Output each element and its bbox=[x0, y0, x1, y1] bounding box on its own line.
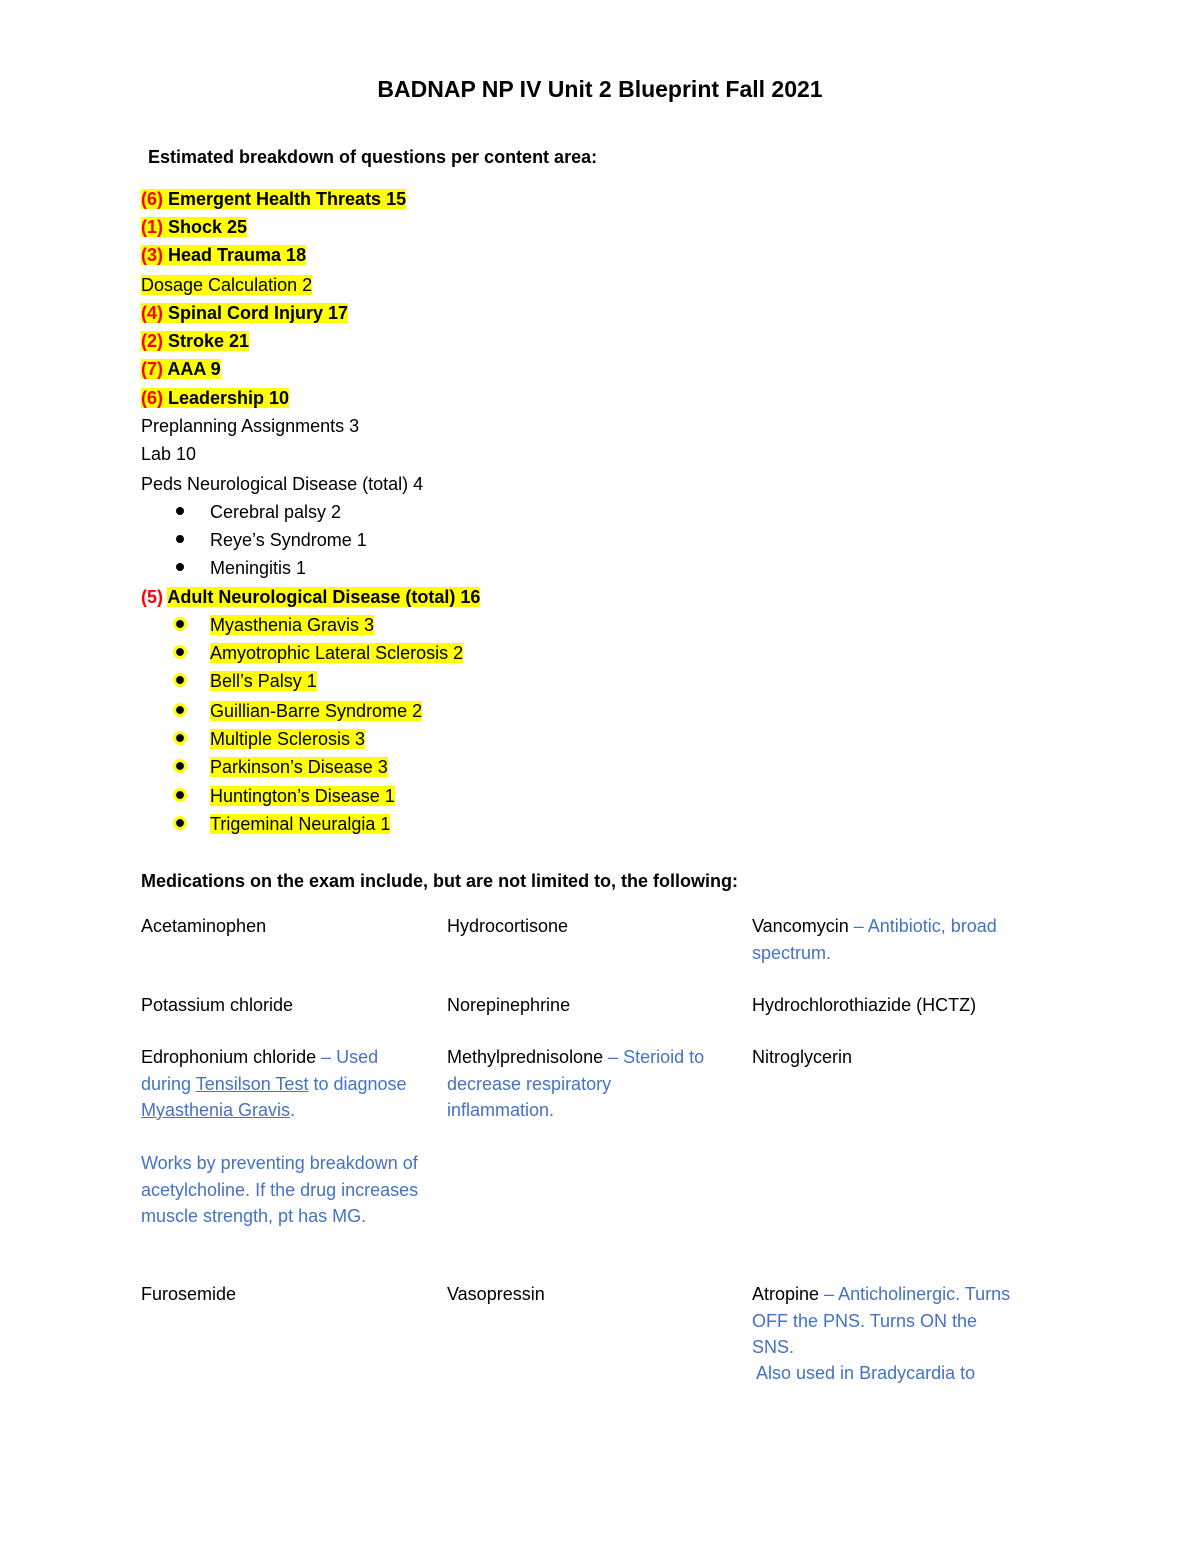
bullet-icon bbox=[176, 563, 184, 571]
content-area-item: (4) Spinal Cord Injury 17 bbox=[141, 303, 349, 323]
tensilon-test-link[interactable]: Tensilson Test bbox=[195, 1073, 309, 1094]
med-vancomycin: Vancomycin – Antibiotic, broad spectrum. bbox=[752, 916, 997, 963]
peds-list-item: Reye’s Syndrome 1 bbox=[176, 527, 367, 553]
content-area-item: (6) Leadership 10 bbox=[141, 388, 290, 408]
bullet-icon bbox=[176, 676, 184, 684]
adult-list-item: Myasthenia Gravis 3 bbox=[176, 612, 374, 638]
myasthenia-gravis-link[interactable]: Myasthenia Gravis bbox=[141, 1100, 291, 1120]
bullet-icon bbox=[176, 791, 184, 799]
med-acetaminophen: Acetaminophen bbox=[141, 916, 267, 936]
med-hydrocortisone: Hydrocortisone bbox=[447, 916, 569, 936]
med-furosemide: Furosemide bbox=[141, 1284, 237, 1304]
bullet-icon bbox=[176, 620, 184, 628]
adult-list-item: Parkinson’s Disease 3 bbox=[176, 754, 388, 780]
adult-list-item: Amyotrophic Lateral Sclerosis 2 bbox=[176, 640, 463, 666]
adult-list-item: Trigeminal Neuralgia 1 bbox=[176, 811, 390, 837]
med-vasopressin: Vasopressin bbox=[447, 1284, 545, 1304]
med-hctz: Hydrochlorothiazide (HCTZ) bbox=[752, 995, 977, 1015]
peds-list-item: Cerebral palsy 2 bbox=[176, 499, 341, 525]
bullet-icon bbox=[176, 734, 184, 742]
med-methylprednisolone: Methylprednisolone – Sterioid to decrease respiratory inflammation. bbox=[447, 1047, 705, 1120]
content-area-item: (7) AAA 9 bbox=[141, 359, 221, 379]
peds-list-item: Meningitis 1 bbox=[176, 555, 306, 581]
content-area-item: (6) Emergent Health Threats 15 bbox=[141, 189, 407, 209]
med-atropine-note: Also used in Bradycardia to bbox=[752, 1363, 976, 1383]
content-area-item: Lab 10 bbox=[141, 444, 197, 464]
content-area-item: Dosage Calculation 2 bbox=[141, 275, 313, 295]
med-norepinephrine: Norepinephrine bbox=[447, 995, 571, 1015]
bullet-icon bbox=[176, 507, 184, 515]
med-atropine: Atropine – Anticholinergic. Turns OFF the PNS. Turns ON the SNS. bbox=[752, 1284, 1011, 1357]
content-area-item: Preplanning Assignments 3 bbox=[141, 416, 360, 436]
adult-list-item: Huntington’s Disease 1 bbox=[176, 783, 395, 809]
med-nitroglycerin: Nitroglycerin bbox=[752, 1047, 853, 1067]
content-area-item: Peds Neurological Disease (total) 4 bbox=[141, 474, 424, 494]
content-area-item: (2) Stroke 21 bbox=[141, 331, 250, 351]
adult-list-item: Guillian-Barre Syndrome 2 bbox=[176, 698, 422, 724]
adult-list-item: Bell’s Palsy 1 bbox=[176, 668, 317, 694]
intro-text: Estimated breakdown of questions per content area: bbox=[148, 147, 598, 167]
medications-heading: Medications on the exam include, but are not limited to, the following: bbox=[141, 871, 739, 891]
med-edrophonium: Edrophonium chloride – Used during Tensilson Test to diagnose Myasthenia Gravis. bbox=[141, 1047, 407, 1120]
adult-neuro-heading: (5) Adult Neurological Disease (total) 16 bbox=[141, 587, 481, 607]
bullet-icon bbox=[176, 762, 184, 770]
document-title: BADNAP NP IV Unit 2 Blueprint Fall 2021 bbox=[377, 76, 823, 102]
content-area-item: (1) Shock 25 bbox=[141, 217, 248, 237]
bullet-icon bbox=[176, 648, 184, 656]
content-area-item: (3) Head Trauma 18 bbox=[141, 245, 307, 265]
bullet-icon bbox=[176, 535, 184, 543]
med-edrophonium-note: Works by preventing breakdown of acetylcholine. If the drug increases muscle strength, pt has MG. bbox=[141, 1153, 419, 1226]
bullet-icon bbox=[176, 706, 184, 714]
med-potassium-chloride: Potassium chloride bbox=[141, 995, 294, 1015]
bullet-icon bbox=[176, 819, 184, 827]
adult-list-item: Multiple Sclerosis 3 bbox=[176, 726, 365, 752]
